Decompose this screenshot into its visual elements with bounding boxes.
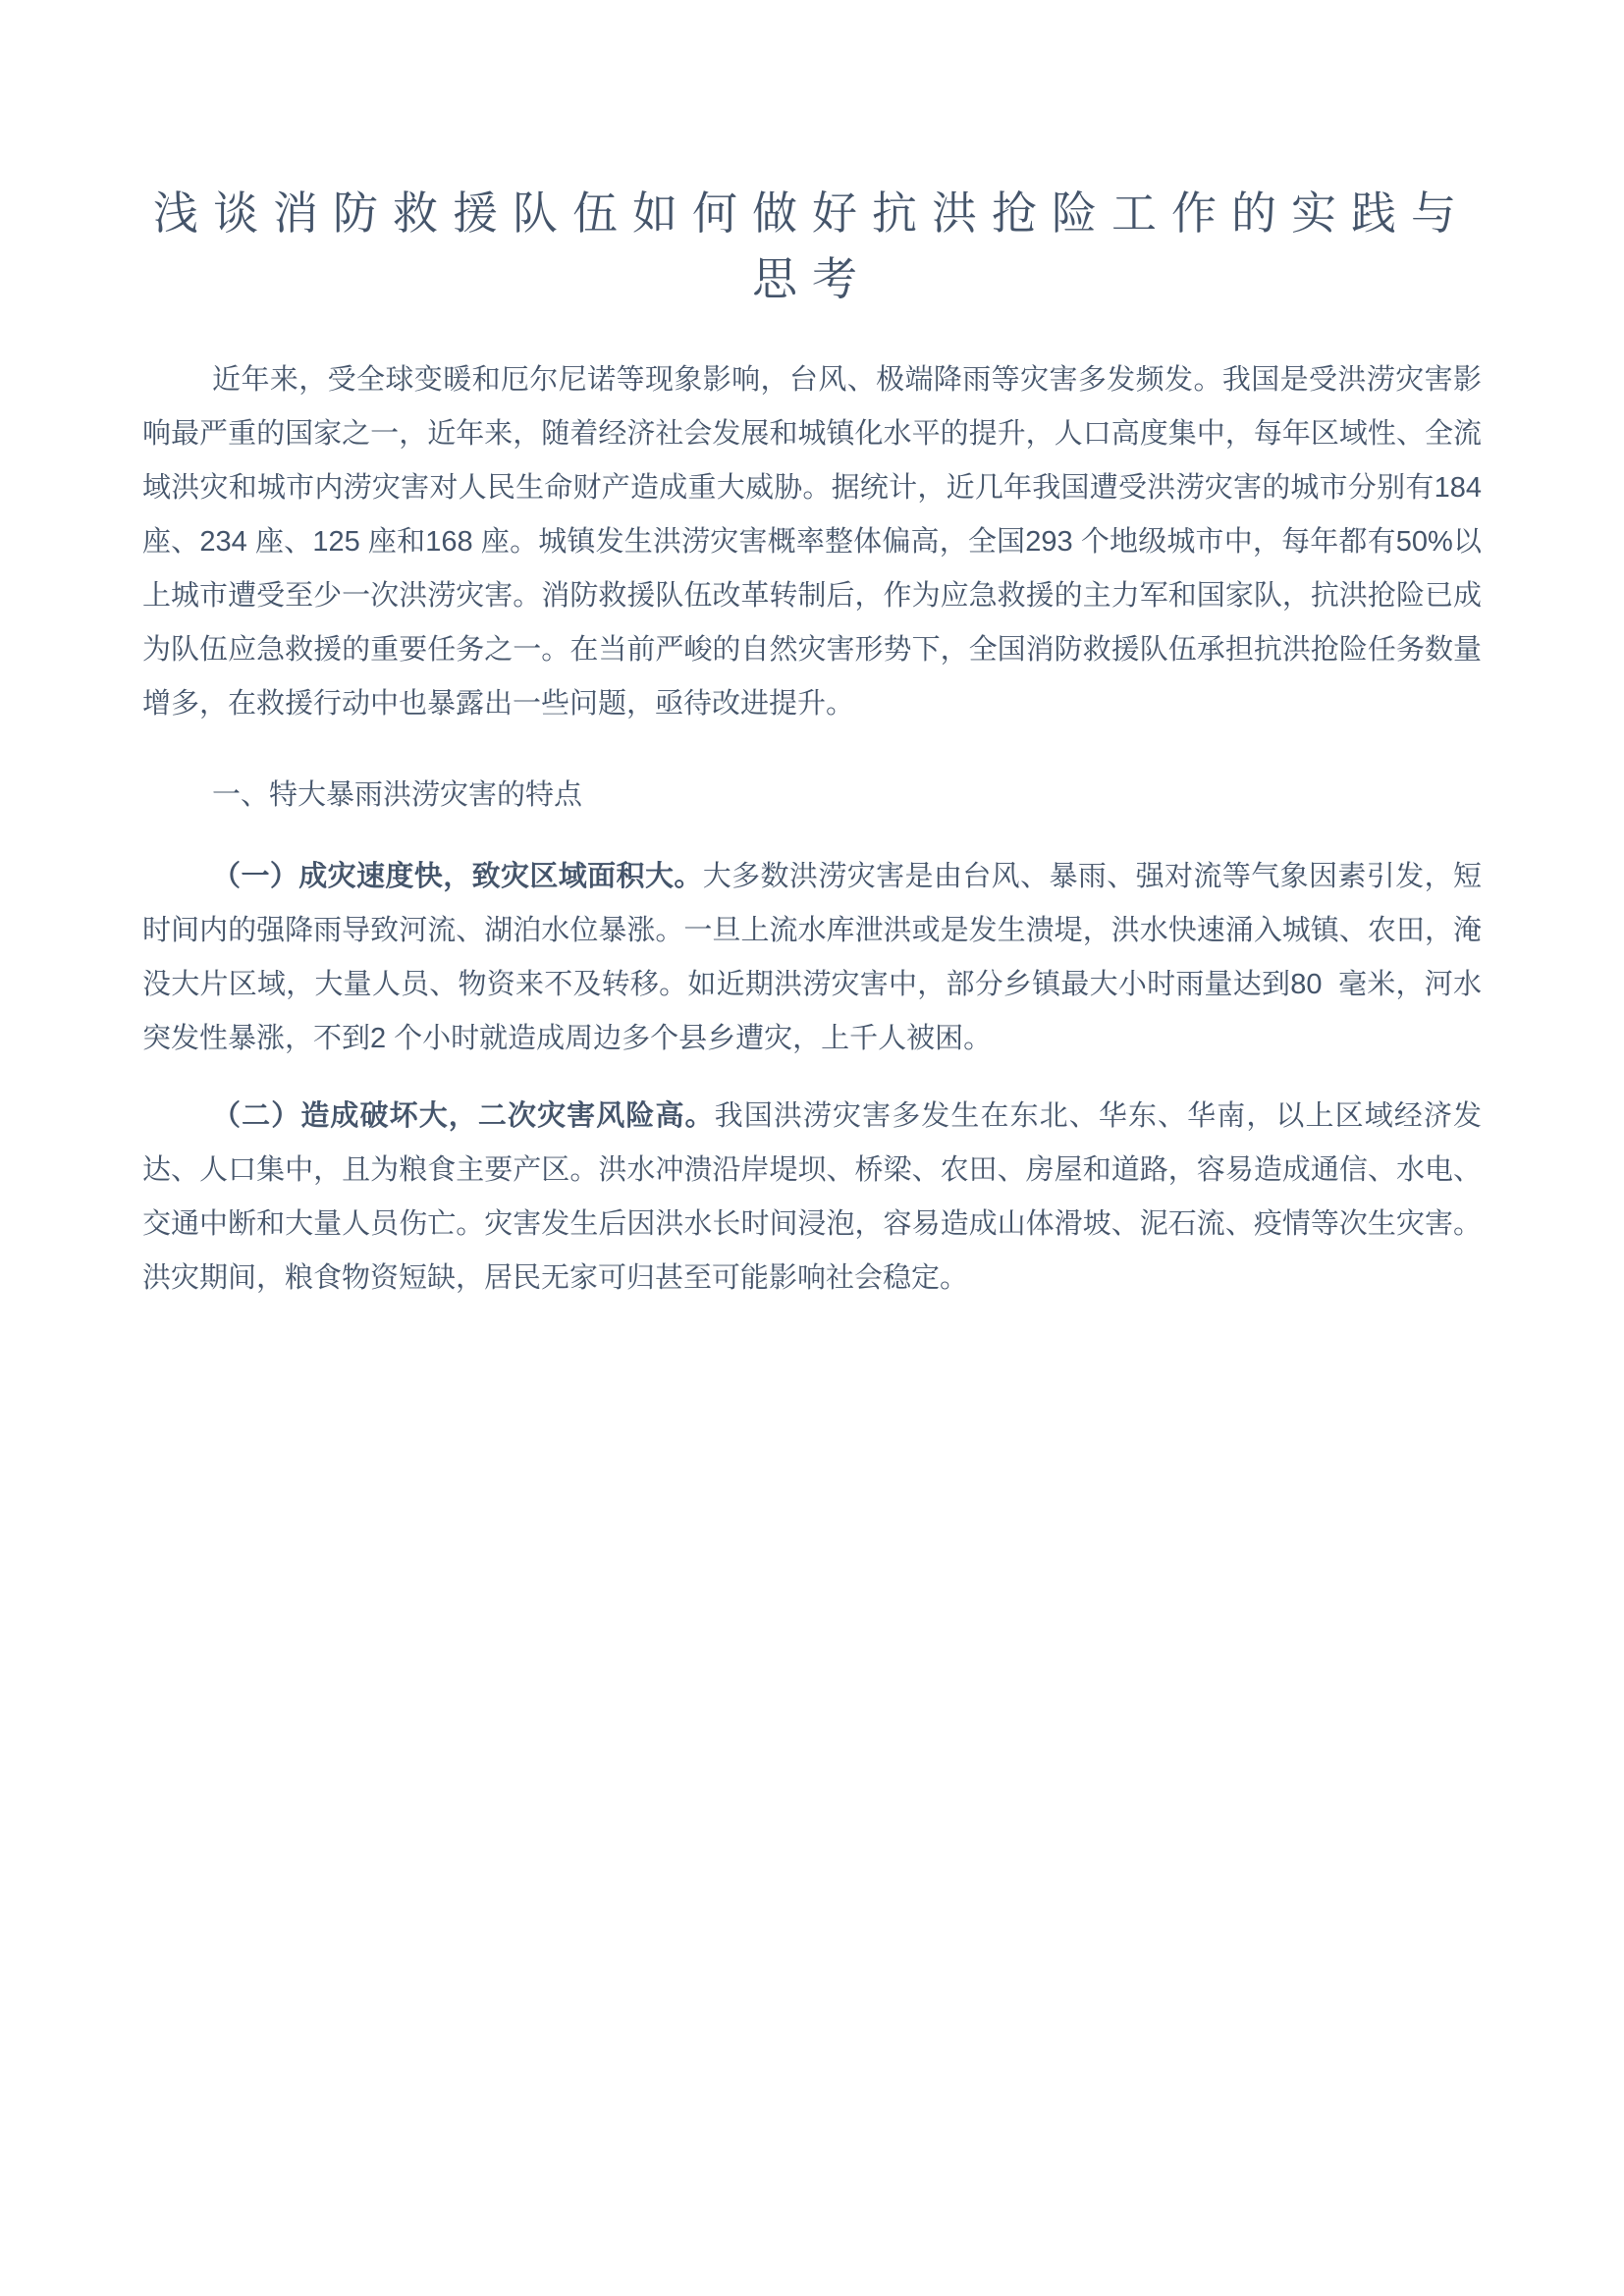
point-1-lead: （一）成灾速度快，致灾区域面积大。 xyxy=(212,861,703,893)
point-1-text: 大多数洪涝灾害是由台风、暴雨、强对流等气象因素引发，短时间内的强降雨导致河流、湖泊水位暴涨。一旦上流水库泄洪或是发生溃堤，洪水快速涌入城镇、农田，淹没大片区域，大量人员、物资来不及转移。如近期洪涝灾害中，部分乡镇最大小时雨量达到80 毫米，河水突发性暴涨，不到2 个小时就造成周边多个县乡遭灾，上千人被困。 xyxy=(142,861,1482,1055)
document-title: 浅谈消防救援队伍如何做好抗洪抢险工作的实践与思考 xyxy=(153,188,1471,304)
point-2-paragraph xyxy=(142,1090,1482,1306)
point-1-paragraph xyxy=(142,850,1482,1066)
point-2-lead: （二）造成破坏大，二次灾害风险高。 xyxy=(212,1100,715,1133)
intro-paragraph: 近年来，受全球变暖和厄尔尼诺等现象影响，台风、极端降雨等灾害多发频发。我国是受洪涝灾害影响最严重的国家之一，近年来，随着经济社会发展和城镇化水平的提升，人口高度集中，每年区域性、全流域洪灾和城市内涝灾害对人民生命财产造成重大威胁。据统计，近几年我国遭受洪涝灾害的城市分别有184 座、234 座、125 座和168 座。城镇发生洪涝灾害概率整体偏高，全国293 个地级城市中，每年都有50%以上城市遭受至少一次洪涝灾害。消防救援队伍改革转制后，作为应急救援的主力军和国家队，抗洪抢险已成为队伍应急救援的重要任务之一。在当前严峻的自然灾害形势下，全国消防救援队伍承担抗洪抢险任务数量增多，在救援行动中也暴露出一些问题，亟待改进提升。 xyxy=(142,364,1490,721)
point-2-text: 我国洪涝灾害多发生在东北、华东、华南，以上区域经济发达、人口集中，且为粮食主要产区。洪水冲溃沿岸堤坝、桥梁、农田、房屋和道路，容易造成通信、水电、交通中断和大量人员伤亡。灾害发生后因洪水长时间浸泡，容易造成山体滑坡、泥石流、疫情等次生灾害。洪灾期间，粮食物资短缺，居民无家可归甚至可能影响社会稳定。 xyxy=(142,1100,1482,1295)
section-1-heading: 一、特大暴雨洪涝灾害的特点 xyxy=(212,779,583,812)
